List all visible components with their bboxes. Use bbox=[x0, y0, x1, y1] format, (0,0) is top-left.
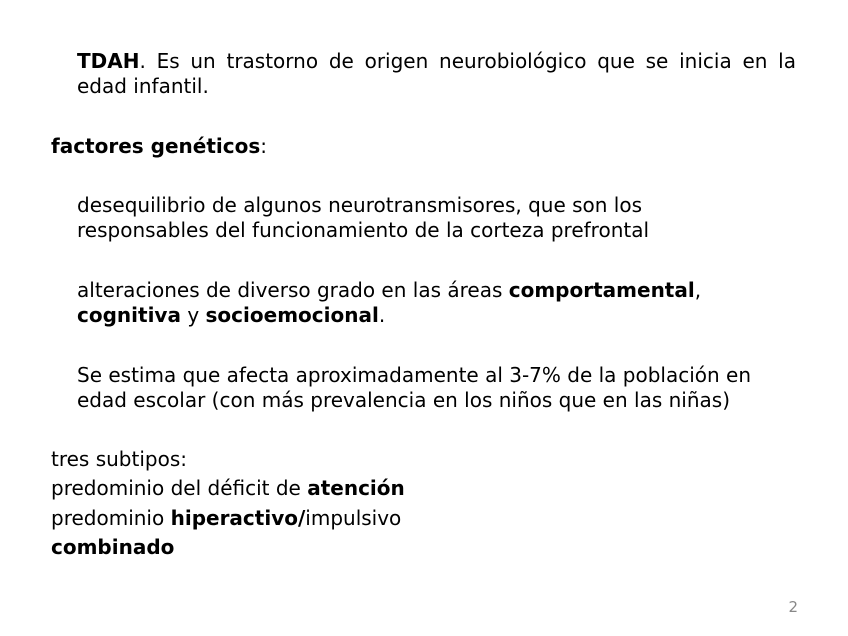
subtype-combined bbox=[51, 535, 796, 560]
subtype-attention-bold: atención bbox=[307, 476, 405, 500]
point-neurotransmitters bbox=[77, 193, 697, 243]
point-prevalence-text: Se estima que afecta aproximadamente al 3-7% de la población en edad escolar (con más prevalencia en los niños que en las niñas) bbox=[77, 363, 752, 412]
point-alterations-b2: cognitiva bbox=[77, 303, 181, 327]
subtype-hyperactive-pre: predominio bbox=[51, 506, 171, 530]
intro-paragraph bbox=[77, 49, 796, 99]
point-alterations-pre: alteraciones de diverso grado en las áreas bbox=[77, 278, 509, 302]
point-alterations-b3: socioemocional bbox=[205, 303, 379, 327]
point-alterations bbox=[77, 278, 757, 328]
subtype-attention bbox=[51, 476, 796, 501]
genetic-heading-text: factores genéticos bbox=[51, 134, 261, 158]
point-alterations-and: y bbox=[180, 303, 206, 327]
point-neurotransmitters-text: desequilibrio de algunos neurotransmisores, que son los responsables del funcionamiento de la corteza prefrontal bbox=[77, 193, 650, 242]
intro-text: . Es un trastorno de origen neurobiológico que se inicia en la edad infantil. bbox=[77, 49, 796, 98]
point-prevalence bbox=[77, 363, 792, 413]
page-number: 2 bbox=[788, 598, 798, 616]
genetic-heading bbox=[51, 134, 796, 159]
subtype-hyperactive bbox=[51, 506, 796, 531]
genetic-heading-colon: : bbox=[260, 134, 267, 158]
subtype-hyperactive-bold: hiperactivo/ bbox=[170, 506, 306, 530]
subtype-attention-pre: predominio del déficit de bbox=[51, 476, 308, 500]
subtype-hyperactive-post: impulsivo bbox=[305, 506, 402, 530]
subtypes-heading-text: tres subtipos: bbox=[51, 447, 187, 471]
subtypes-heading bbox=[51, 447, 796, 472]
point-alterations-comma: , bbox=[694, 278, 702, 302]
subtype-combined-bold: combinado bbox=[51, 535, 175, 559]
point-alterations-end: . bbox=[378, 303, 386, 327]
point-alterations-b1: comportamental bbox=[508, 278, 695, 302]
intro-term: TDAH bbox=[77, 49, 140, 73]
